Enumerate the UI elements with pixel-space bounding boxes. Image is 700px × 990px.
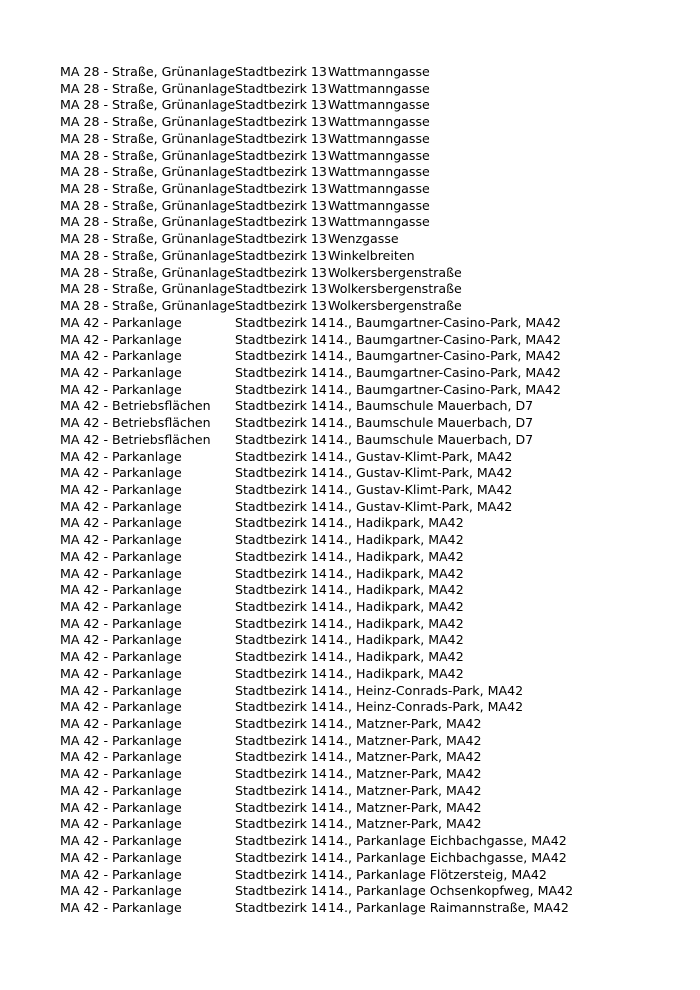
district-cell: Stadtbezirk 14 <box>235 716 327 732</box>
district-cell: Stadtbezirk 13 <box>235 114 327 130</box>
district-cell: Stadtbezirk 14 <box>235 699 327 715</box>
department-cell: MA 28 - Straße, Grünanlage <box>60 147 236 163</box>
table-row <box>60 265 680 282</box>
district-cell: Stadtbezirk 14 <box>235 465 327 481</box>
district-cell: Stadtbezirk 14 <box>235 866 327 882</box>
district-cell: Stadtbezirk 14 <box>235 816 327 832</box>
table-row <box>60 532 680 549</box>
location-cell: 14., Baumgartner-Casino-Park, MA42 <box>328 314 561 330</box>
table-row <box>60 248 680 265</box>
table-row <box>60 850 680 867</box>
table-row <box>60 432 680 449</box>
district-cell: Stadtbezirk 14 <box>235 899 327 915</box>
department-cell: MA 42 - Parkanlage <box>60 314 182 330</box>
location-cell: 14., Baumgartner-Casino-Park, MA42 <box>328 364 561 380</box>
department-cell: MA 42 - Parkanlage <box>60 749 182 765</box>
table-row <box>60 348 680 365</box>
location-cell: 14., Gustav-Klimt-Park, MA42 <box>328 465 513 481</box>
district-cell: Stadtbezirk 14 <box>235 415 327 431</box>
department-cell: MA 42 - Parkanlage <box>60 782 182 798</box>
department-cell: MA 28 - Straße, Grünanlage <box>60 64 236 79</box>
table-row <box>60 749 680 766</box>
table-row <box>60 683 680 700</box>
table-row <box>60 783 680 800</box>
district-cell: Stadtbezirk 14 <box>235 599 327 614</box>
department-cell: MA 42 - Parkanlage <box>60 532 182 548</box>
table-row <box>60 148 680 165</box>
district-cell: Stadtbezirk 14 <box>235 766 327 782</box>
table-row <box>60 365 680 382</box>
district-cell: Stadtbezirk 13 <box>235 181 327 197</box>
location-cell: 14., Heinz-Conrads-Park, MA42 <box>328 699 524 715</box>
table-row <box>60 632 680 649</box>
table-row <box>60 716 680 733</box>
table-row <box>60 114 680 131</box>
table-row <box>60 482 680 499</box>
location-cell: 14., Hadikpark, MA42 <box>328 665 464 681</box>
district-cell: Stadtbezirk 14 <box>235 314 327 330</box>
location-cell: Wolkersbergenstraße <box>328 281 462 297</box>
table-row <box>60 582 680 599</box>
location-cell: Wenzgasse <box>328 231 399 247</box>
table-row <box>60 198 680 215</box>
department-cell: MA 42 - Parkanlage <box>60 348 182 364</box>
district-cell: Stadtbezirk 14 <box>235 565 327 581</box>
location-cell: Wattmanngasse <box>328 114 430 130</box>
department-cell: MA 42 - Parkanlage <box>60 481 182 497</box>
department-cell: MA 28 - Straße, Grünanlage <box>60 298 236 314</box>
location-cell: 14., Hadikpark, MA42 <box>328 599 464 614</box>
department-cell: MA 42 - Parkanlage <box>60 649 182 665</box>
location-cell: Wattmanngasse <box>328 181 430 197</box>
department-cell: MA 42 - Parkanlage <box>60 448 182 464</box>
table-row <box>60 382 680 399</box>
district-cell: Stadtbezirk 14 <box>235 398 327 414</box>
table-row <box>60 599 680 616</box>
location-cell: 14., Hadikpark, MA42 <box>328 649 464 665</box>
district-cell: Stadtbezirk 14 <box>235 448 327 464</box>
district-cell: Stadtbezirk 14 <box>235 364 327 380</box>
department-cell: MA 28 - Straße, Grünanlage <box>60 281 236 297</box>
location-cell: 14., Matzner-Park, MA42 <box>328 816 482 832</box>
district-cell: Stadtbezirk 14 <box>235 749 327 765</box>
district-cell: Stadtbezirk 14 <box>235 833 327 849</box>
table-row <box>60 649 680 666</box>
department-cell: MA 42 - Parkanlage <box>60 515 182 531</box>
department-cell: MA 28 - Straße, Grünanlage <box>60 181 236 197</box>
department-cell: MA 42 - Parkanlage <box>60 866 182 882</box>
district-cell: Stadtbezirk 13 <box>235 80 327 96</box>
table-row <box>60 398 680 415</box>
location-cell: Winkelbreiten <box>328 247 415 263</box>
department-cell: MA 42 - Parkanlage <box>60 364 182 380</box>
table-row <box>60 549 680 566</box>
department-cell: MA 42 - Parkanlage <box>60 732 182 748</box>
location-cell: Wattmanngasse <box>328 97 430 113</box>
district-cell: Stadtbezirk 14 <box>235 615 327 631</box>
department-cell: MA 42 - Parkanlage <box>60 331 182 347</box>
table-row <box>60 515 680 532</box>
location-cell: 14., Baumgartner-Casino-Park, MA42 <box>328 381 561 397</box>
location-cell: 14., Parkanlage Ochsenkopfweg, MA42 <box>328 883 574 899</box>
table-row <box>60 867 680 884</box>
department-cell: MA 28 - Straße, Grünanlage <box>60 80 236 96</box>
department-cell: MA 42 - Parkanlage <box>60 716 182 732</box>
department-cell: MA 42 - Parkanlage <box>60 632 182 648</box>
location-cell: 14., Hadikpark, MA42 <box>328 548 464 564</box>
table-row <box>60 883 680 900</box>
district-cell: Stadtbezirk 13 <box>235 64 327 79</box>
department-cell: MA 42 - Parkanlage <box>60 665 182 681</box>
location-cell: 14., Gustav-Klimt-Park, MA42 <box>328 481 513 497</box>
department-cell: MA 42 - Parkanlage <box>60 465 182 481</box>
location-cell: 14., Baumschule Mauerbach, D7 <box>328 431 534 447</box>
department-cell: MA 42 - Parkanlage <box>60 381 182 397</box>
location-cell: 14., Hadikpark, MA42 <box>328 565 464 581</box>
district-cell: Stadtbezirk 14 <box>235 348 327 364</box>
table-row <box>60 97 680 114</box>
district-cell: Stadtbezirk 14 <box>235 498 327 514</box>
table-row <box>60 900 680 917</box>
district-cell: Stadtbezirk 13 <box>235 130 327 146</box>
table-row <box>60 449 680 466</box>
district-cell: Stadtbezirk 14 <box>235 665 327 681</box>
department-cell: MA 42 - Parkanlage <box>60 615 182 631</box>
department-cell: MA 42 - Parkanlage <box>60 899 182 915</box>
location-cell: 14., Matzner-Park, MA42 <box>328 716 482 732</box>
department-cell: MA 28 - Straße, Grünanlage <box>60 231 236 247</box>
department-cell: MA 28 - Straße, Grünanlage <box>60 164 236 180</box>
location-cell: 14., Matzner-Park, MA42 <box>328 799 482 815</box>
location-cell: 14., Parkanlage Raimannstraße, MA42 <box>328 899 569 915</box>
location-cell: 14., Hadikpark, MA42 <box>328 515 464 531</box>
district-cell: Stadtbezirk 13 <box>235 147 327 163</box>
location-cell: Wolkersbergenstraße <box>328 264 462 280</box>
department-cell: MA 42 - Betriebsflächen <box>60 431 211 447</box>
table-row <box>60 766 680 783</box>
table-row <box>60 131 680 148</box>
department-cell: MA 42 - Parkanlage <box>60 833 182 849</box>
department-cell: MA 42 - Parkanlage <box>60 548 182 564</box>
table-row <box>60 499 680 516</box>
department-cell: MA 42 - Parkanlage <box>60 599 182 614</box>
location-cell: Wattmanngasse <box>328 64 430 79</box>
district-cell: Stadtbezirk 13 <box>235 231 327 247</box>
department-cell: MA 42 - Parkanlage <box>60 582 182 598</box>
location-cell: 14., Matzner-Park, MA42 <box>328 766 482 782</box>
district-cell: Stadtbezirk 14 <box>235 632 327 648</box>
table-row <box>60 816 680 833</box>
location-cell: 14., Matzner-Park, MA42 <box>328 732 482 748</box>
location-cell: Wattmanngasse <box>328 197 430 213</box>
location-cell: 14., Hadikpark, MA42 <box>328 532 464 548</box>
table-row <box>60 800 680 817</box>
district-cell: Stadtbezirk 14 <box>235 381 327 397</box>
district-cell: Stadtbezirk 14 <box>235 782 327 798</box>
district-cell: Stadtbezirk 13 <box>235 298 327 314</box>
location-cell: 14., Hadikpark, MA42 <box>328 615 464 631</box>
district-cell: Stadtbezirk 14 <box>235 649 327 665</box>
district-cell: Stadtbezirk 13 <box>235 281 327 297</box>
table-row <box>60 733 680 750</box>
district-cell: Stadtbezirk 14 <box>235 799 327 815</box>
department-cell: MA 42 - Parkanlage <box>60 816 182 832</box>
district-cell: Stadtbezirk 13 <box>235 97 327 113</box>
location-cell: 14., Baumschule Mauerbach, D7 <box>328 398 534 414</box>
department-cell: MA 42 - Parkanlage <box>60 682 182 698</box>
district-cell: Stadtbezirk 14 <box>235 515 327 531</box>
location-cell: 14., Parkanlage Eichbachgasse, MA42 <box>328 833 567 849</box>
table-row <box>60 465 680 482</box>
location-cell: Wattmanngasse <box>328 147 430 163</box>
location-cell: 14., Hadikpark, MA42 <box>328 582 464 598</box>
district-cell: Stadtbezirk 14 <box>235 481 327 497</box>
district-cell: Stadtbezirk 13 <box>235 247 327 263</box>
department-cell: MA 42 - Parkanlage <box>60 883 182 899</box>
district-cell: Stadtbezirk 13 <box>235 214 327 230</box>
district-cell: Stadtbezirk 13 <box>235 164 327 180</box>
department-cell: MA 42 - Betriebsflächen <box>60 398 211 414</box>
department-cell: MA 28 - Straße, Grünanlage <box>60 247 236 263</box>
department-cell: MA 42 - Parkanlage <box>60 799 182 815</box>
location-cell: 14., Baumschule Mauerbach, D7 <box>328 415 534 431</box>
location-cell: 14., Gustav-Klimt-Park, MA42 <box>328 448 513 464</box>
table-row <box>60 315 680 332</box>
table-row <box>60 332 680 349</box>
location-cell: Wolkersbergenstraße <box>328 298 462 314</box>
table-row <box>60 164 680 181</box>
table-row <box>60 616 680 633</box>
department-cell: MA 42 - Parkanlage <box>60 849 182 865</box>
district-cell: Stadtbezirk 14 <box>235 682 327 698</box>
district-cell: Stadtbezirk 14 <box>235 883 327 899</box>
department-cell: MA 28 - Straße, Grünanlage <box>60 197 236 213</box>
department-cell: MA 42 - Parkanlage <box>60 498 182 514</box>
location-cell: Wattmanngasse <box>328 80 430 96</box>
district-cell: Stadtbezirk 14 <box>235 532 327 548</box>
location-cell: 14., Matzner-Park, MA42 <box>328 749 482 765</box>
location-cell: Wattmanngasse <box>328 164 430 180</box>
district-cell: Stadtbezirk 14 <box>235 732 327 748</box>
department-cell: MA 28 - Straße, Grünanlage <box>60 130 236 146</box>
location-cell: Wattmanngasse <box>328 130 430 146</box>
location-cell: 14., Parkanlage Eichbachgasse, MA42 <box>328 849 567 865</box>
location-cell: 14., Matzner-Park, MA42 <box>328 782 482 798</box>
district-cell: Stadtbezirk 14 <box>235 331 327 347</box>
department-cell: MA 28 - Straße, Grünanlage <box>60 97 236 113</box>
district-cell: Stadtbezirk 14 <box>235 849 327 865</box>
table-row <box>60 833 680 850</box>
department-cell: MA 42 - Parkanlage <box>60 699 182 715</box>
department-cell: MA 42 - Betriebsflächen <box>60 415 211 431</box>
table-row <box>60 699 680 716</box>
table-row <box>60 415 680 432</box>
district-cell: Stadtbezirk 13 <box>235 197 327 213</box>
document-table <box>60 64 680 917</box>
table-row <box>60 64 680 81</box>
location-cell: 14., Baumgartner-Casino-Park, MA42 <box>328 348 561 364</box>
department-cell: MA 28 - Straße, Grünanlage <box>60 114 236 130</box>
table-row <box>60 214 680 231</box>
location-cell: 14., Heinz-Conrads-Park, MA42 <box>328 682 524 698</box>
district-cell: Stadtbezirk 14 <box>235 548 327 564</box>
department-cell: MA 42 - Parkanlage <box>60 766 182 782</box>
district-cell: Stadtbezirk 13 <box>235 264 327 280</box>
district-cell: Stadtbezirk 14 <box>235 431 327 447</box>
table-row <box>60 298 680 315</box>
location-cell: 14., Gustav-Klimt-Park, MA42 <box>328 498 513 514</box>
table-row <box>60 231 680 248</box>
table-row <box>60 81 680 98</box>
department-cell: MA 28 - Straße, Grünanlage <box>60 214 236 230</box>
location-cell: 14., Parkanlage Flötzersteig, MA42 <box>328 866 547 882</box>
department-cell: MA 42 - Parkanlage <box>60 565 182 581</box>
location-cell: 14., Hadikpark, MA42 <box>328 632 464 648</box>
district-cell: Stadtbezirk 14 <box>235 582 327 598</box>
table-row <box>60 566 680 583</box>
table-row <box>60 666 680 683</box>
location-cell: 14., Baumgartner-Casino-Park, MA42 <box>328 331 561 347</box>
table-row <box>60 281 680 298</box>
department-cell: MA 28 - Straße, Grünanlage <box>60 264 236 280</box>
table-row <box>60 181 680 198</box>
location-cell: Wattmanngasse <box>328 214 430 230</box>
